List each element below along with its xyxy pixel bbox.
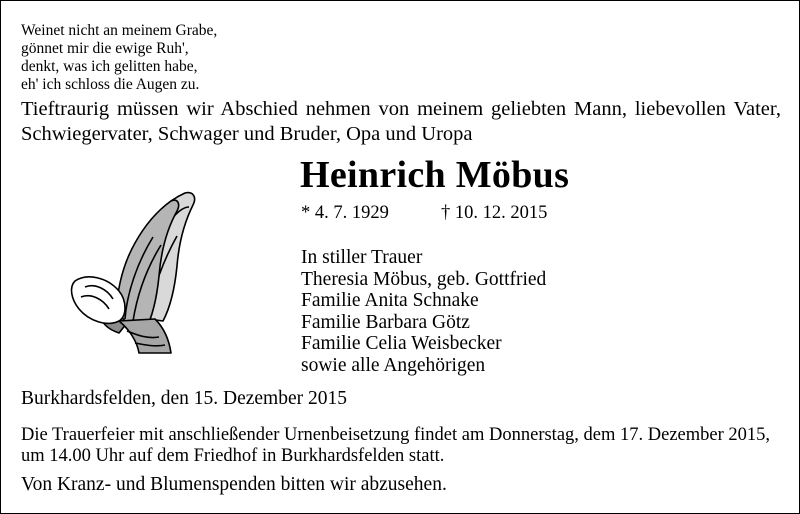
poem (21, 22, 217, 94)
mourner-line: Familie Barbara Götz (301, 311, 470, 333)
deceased-name: Heinrich Möbus (300, 154, 570, 196)
place-date: Burkhardsfelden, den 15. Dezember 2015 (21, 388, 347, 409)
mourners-list (301, 247, 546, 376)
poem-line: denkt, was ich gelitten habe, (21, 58, 198, 75)
birth-date: * 4. 7. 1929 (301, 203, 389, 223)
poem-line: eh' ich schloss die Augen zu. (21, 76, 200, 93)
ceremony-info: Die Trauerfeier mit anschließender Urnenbeisetzung findet am Donnerstag, dem 17. Dezember 2015, um 14.00 Uhr auf dem Friedhof in Burkhardsfelden statt. (21, 425, 771, 466)
life-dates (301, 203, 547, 224)
praying-hands-icon (67, 181, 207, 359)
mourner-line: Familie Celia Weisbecker (301, 333, 502, 354)
intro-text: Tieftraurig müssen wir Abschied nehmen von meinem geliebten Mann, liebevollen Vater, Schwiegervater, Schwager und Bruder, Opa und Uropa (21, 98, 781, 145)
death-date: † 10. 12. 2015 (441, 203, 548, 223)
poem-line: Weinet nicht an meinem Grabe, (21, 22, 218, 39)
mourner-line: sowie alle Angehörigen (301, 354, 486, 376)
mourner-line: In stiller Trauer (301, 247, 423, 268)
flowers-note: Von Kranz- und Blumenspenden bitten wir abzusehen. (21, 474, 447, 495)
mourner-line: Familie Anita Schnake (301, 290, 479, 311)
poem-line: gönnet mir die ewige Ruh', (21, 40, 189, 57)
mourner-line: Theresia Möbus, geb. Gottfried (301, 268, 547, 290)
